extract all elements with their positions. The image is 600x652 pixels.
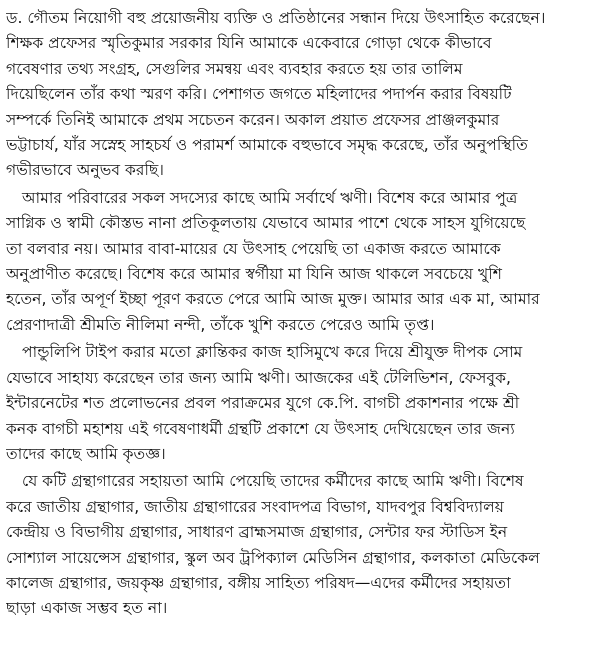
text-line: গবেষণার তথ্য সংগ্রহ, সেগুলির সমন্বয় এবং ব্যবহার করতে হয় তার তালিম (6, 59, 463, 78)
text-line: দিয়েছিলেন তাঁর কথা স্মরণ করি। পেশাগত জগতে মহিলাদের পদার্পন করার বিষয়টি (6, 85, 512, 104)
text-line: পান্ডুলিপি টাইপ করার মতো ক্লান্তিকর কাজ হাসিমুখে করে দিয়ে শ্রীযুক্ত দীপক সোম (22, 343, 523, 362)
text-line: শিক্ষক প্রফেসর স্মৃতিকুমার সরকার যিনি আমাকে একেবারে গোড়া থেকে কীভাবে (6, 34, 492, 53)
text-line: সম্পর্কে তিনিই আমাকে প্রথম সচেতন করেন। অকাল প্রয়াত প্রফেসর প্রাঞ্জলকুমার (6, 110, 500, 129)
text-line: ইন্টারনেটের শত প্রলোভনের প্রবল পরাক্রমের যুগে কে.পি. বাগচী প্রকাশনার পক্ষে শ্রী (6, 394, 520, 413)
text-line: অনুপ্রাণীত করেছে। বিশেষ করে আমার স্বর্গীয়া মা যিনি আজ থাকলে সবচেয়ে খুশি (6, 265, 502, 284)
text-line: প্রেরণাদাত্রী শ্রীমতি নীলিমা নন্দী, তাঁকে খুশি করতে পেরেও আমি তৃপ্ত। (6, 315, 435, 334)
text-line: যেভাবে সাহায্য করেছেন তার জন্য আমি ঋণী। আজকের এই টেলিভিশন, ফেসবুক, (6, 368, 511, 387)
text-line: ড. গৌতম নিয়োগী বহু প্রয়োজনীয় ব্যক্তি ও প্রতিষ্ঠানের সন্ধান দিয়ে উৎসাহিত করেছেন। (6, 9, 546, 27)
text-line: তাদের কাছে আমি কৃতজ্ঞ। (6, 444, 166, 463)
text-line: হতেন, তাঁর অপূর্ণ ইচ্ছা পূরণ করতে পেরে আমি আজ মুক্ত। আমার আর এক মা, আমার (6, 290, 540, 309)
text-line: তা বলবার নয়। আমার বাবা-মায়ের যে উৎসাহ পেয়েছি তা একাজ করতে আমাকে (6, 239, 501, 258)
text-line: সাগ্নিক ও স্বামী কৌস্তভ নানা প্রতিকূলতায় যেভাবে আমার পাশে থেকে সাহস যুগিয়েছে (6, 214, 526, 233)
text-line: কনক বাগচী মহাশয় এই গবেষণাধর্মী গ্রন্থটি প্রকাশে যে উৎসাহ দেখিয়েছেন তার জন্য (6, 419, 515, 438)
paragraph-1 (6, 6, 590, 184)
text-line: গভীরভাবে অনুভব করছি। (6, 161, 164, 180)
text-line: আমার পরিবারের সকল সদস্যের কাছে আমি সর্বার্থে ঋণী। বিশেষ করে আমার পুত্র (22, 188, 518, 207)
text-line: কেন্দ্রীয় ও বিভাগীয় গ্রন্থাগার, সাধারণ ব্রাহ্মসমাজ গ্রন্থাগার, সেন্টার ফর স্টাডিস ইন (6, 523, 508, 542)
text-line: ভট্টাচার্য, যাঁর সস্নেহ সাহচর্য ও পরামর্শ আমাকে বহুভাবে সমৃদ্ধ করেছে, তাঁর অনুপস্থিতি (6, 136, 528, 155)
paragraph-2 (6, 186, 590, 338)
text-line: সোশ্যাল সায়েন্সেস গ্রন্থাগার, স্কুল অব ট্রপিক্যাল মেডিসিন গ্রন্থাগার, কলকাতা মেডিকেল (6, 548, 540, 567)
text-line: যে কটি গ্রন্থাগারের সহায়তা আমি পেয়েছি তাদের কর্মীদের কাছে আমি ঋণী। বিশেষ (22, 472, 524, 491)
paragraph-3 (6, 340, 590, 467)
text-line: ছাড়া একাজ সম্ভব হত না। (6, 599, 168, 618)
text-line: কালেজ গ্রন্থাগার, জয়কৃষ্ণ গ্রন্থাগার, বঙ্গীয় সাহিত্য পরিষদ—এদের কর্মীদের সহায়তা (6, 573, 511, 592)
text-line: করে জাতীয় গ্রন্থাগার, জাতীয় গ্রন্থাগারের সংবাদপত্র বিভাগ, যাদবপুর বিশ্ববিদ্যালয় (6, 497, 504, 516)
paragraph-4 (6, 469, 590, 621)
